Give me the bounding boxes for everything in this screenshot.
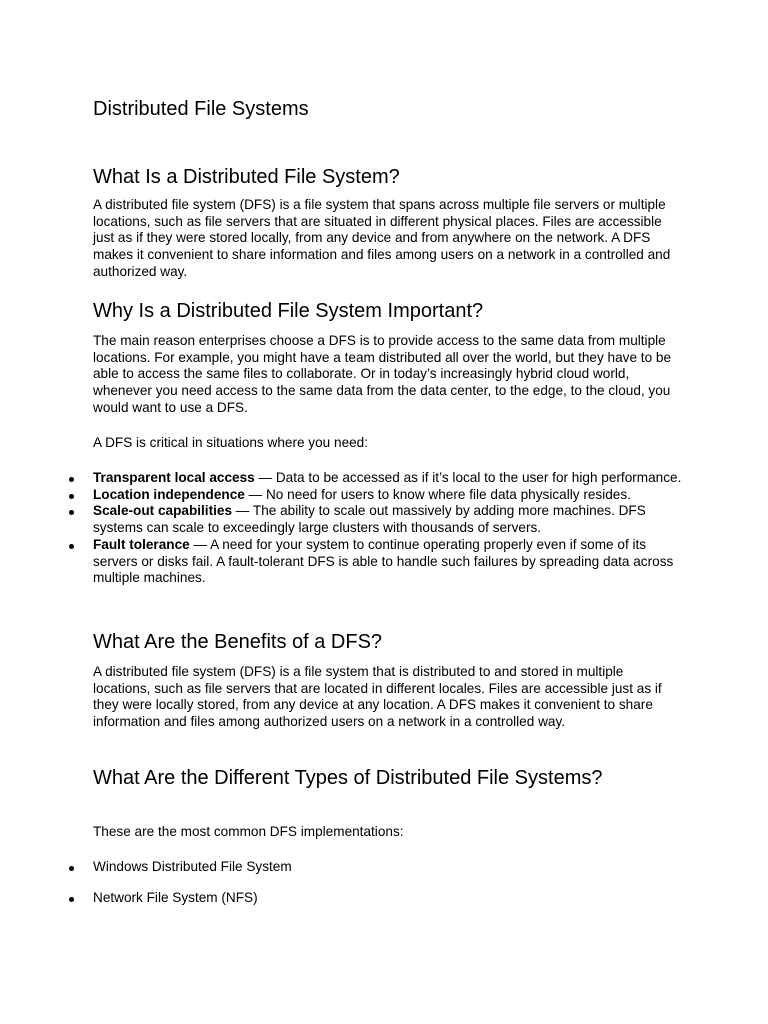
paragraph-benefits: A distributed file system (DFS) is a file system that is distributed to and stored in multiple locations, such as file servers that are located in different locales. Files are accessible just as if they were locally stored, from any device at any location. A DFS makes it convenient to share information and files among authorized users on a network in a controlled way. (93, 664, 662, 730)
bullet-icon (69, 544, 74, 549)
bullet-text: — A need for your system to continue operating properly even if some of its servers or disks fail. A fault-tolerant DFS is able to handle such failures by spreading data across multiple machines. (93, 536, 674, 586)
paragraph-what-is-dfs: A distributed file system (DFS) is a file system that spans across multiple file servers or multiple locations, such as file servers that are situated in different physical places. Files are accessible just as if they were stored locally, from any device and from anywhere on the network. A DFS makes it convenient to share information and files among users on a network in a controlled and authorized way. (93, 197, 671, 279)
list-item (0, 503, 683, 536)
bullet-icon (69, 494, 74, 499)
list-item (0, 470, 683, 487)
paragraph-dfs-critical-intro: A DFS is critical in situations where you need: (93, 435, 369, 450)
list-item (0, 890, 683, 907)
bullet-icon (69, 897, 74, 902)
document-title: Distributed File Systems (93, 98, 309, 120)
bullet-term: Fault tolerance (93, 536, 190, 552)
bullet-text: Windows Distributed File System (93, 859, 292, 874)
bullet-icon (69, 510, 74, 515)
critical-needs-list (0, 470, 768, 587)
bullet-text: — The ability to scale out massively by adding more machines. DFS systems can scale to exceedingly large clusters with thousands of servers. (93, 503, 646, 536)
bullet-term: Location independence (93, 486, 245, 502)
paragraph-types-intro: These are the most common DFS implementations: (93, 824, 404, 839)
list-item (0, 859, 683, 876)
heading-types: What Are the Different Types of Distributed File Systems? (93, 767, 603, 789)
bullet-icon (69, 477, 74, 482)
dfs-types-list (0, 859, 768, 906)
bullet-term: Scale-out capabilities (93, 503, 233, 519)
heading-benefits: What Are the Benefits of a DFS? (93, 631, 383, 653)
heading-why-important: Why Is a Distributed File System Important? (93, 300, 484, 322)
heading-what-is-dfs: What Is a Distributed File System? (93, 166, 400, 188)
bullet-icon (69, 866, 74, 871)
list-item (0, 537, 683, 587)
list-item (0, 487, 683, 504)
bullet-text: — Data to be accessed as if it’s local to the user for high performance. (254, 470, 682, 485)
bullet-text: — No need for users to know where file data physically resides. (244, 486, 631, 502)
paragraph-why-important: The main reason enterprises choose a DFS is to provide access to the same data from multiple locations. For example, you might have a team distributed all over the world, but they have to be able to access the same files to collaborate. Or in today’s increasingly hybrid cloud world, whenever you need access to the same data from the data center, to the edge, to the cloud, you would want to use a DFS. (93, 333, 672, 415)
bullet-text: Network File System (NFS) (93, 889, 258, 905)
bullet-term: Transparent local access (93, 470, 255, 485)
